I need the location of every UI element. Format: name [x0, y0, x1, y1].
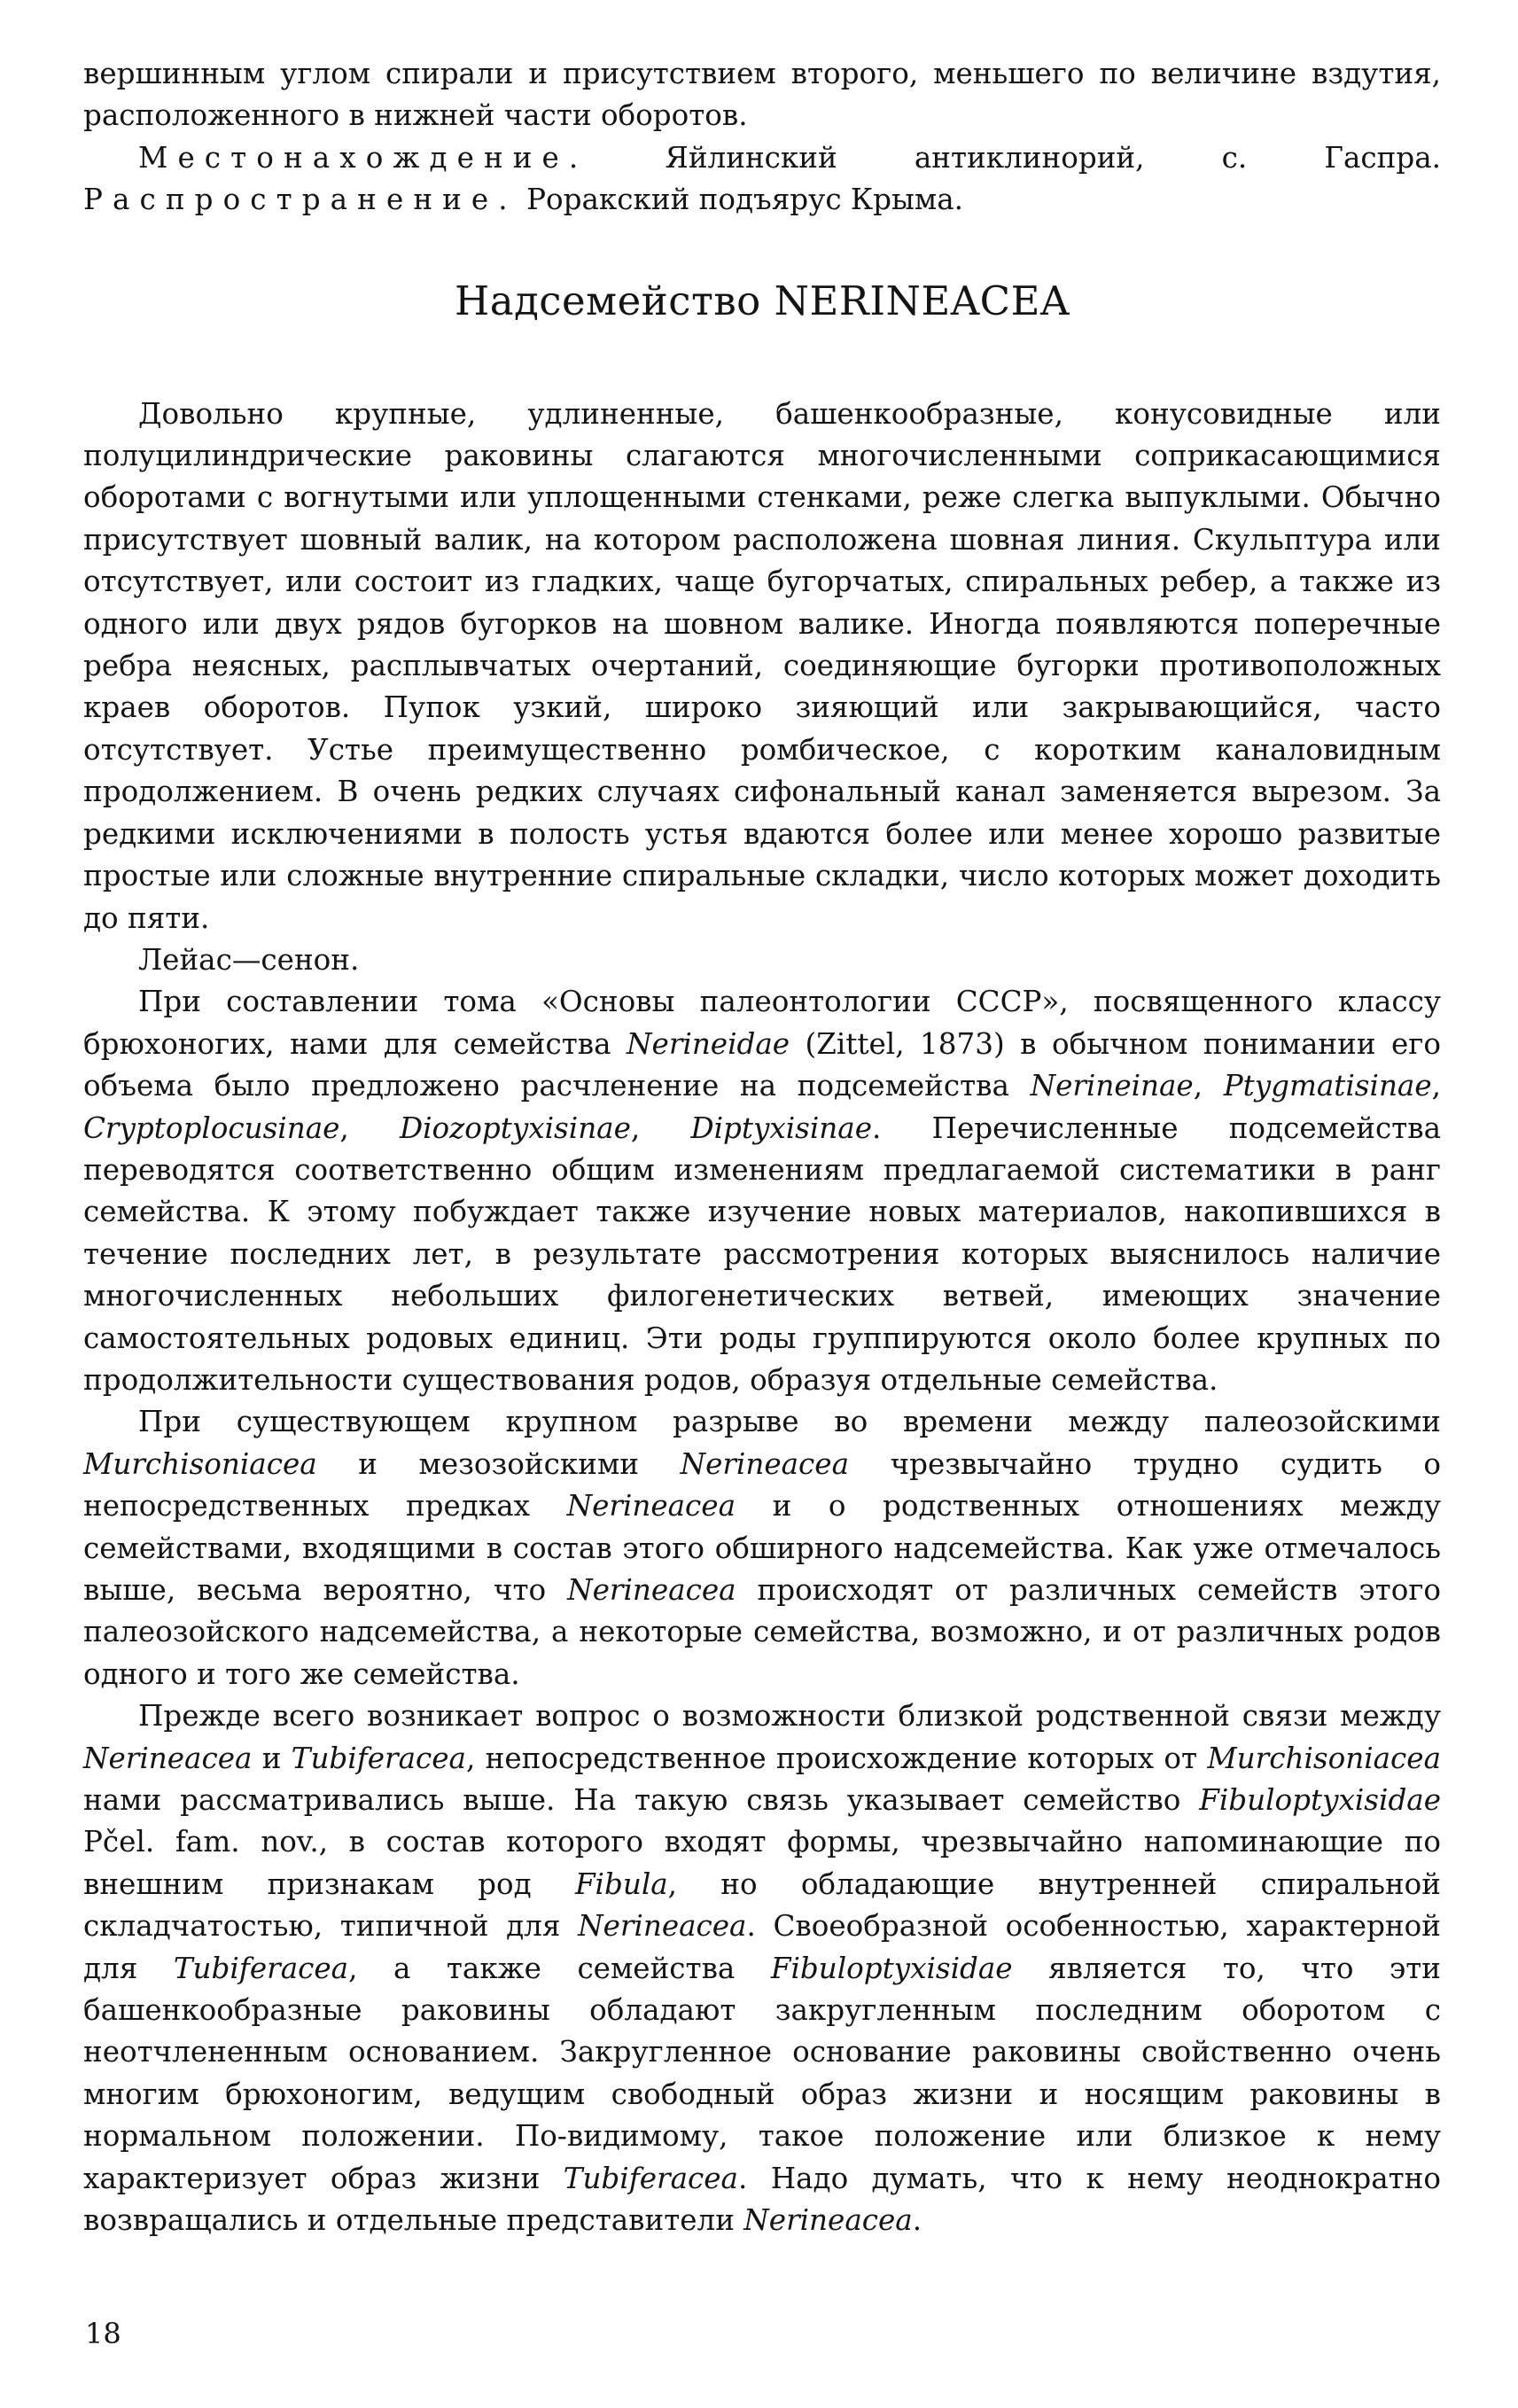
text-run: ,	[630, 1110, 691, 1145]
description-paragraph: Довольно крупные, удлиненные, башенкообразные, конусовидные или полуцилиндрические раковины слагаются многочисленными соприкасающимися оборотами с вогнутыми или уплощенными стенками, реже слегка выпуклыми. Обычно присутствует шовный валик, на котором расположена шовная линия. Скульптура или отсутствует, или состоит из гладких, чаще бугорчатых, спиральных ребер, а также из одного или двух рядов бугорков на шовном валике. Иногда появляются поперечные ребра неясных, расплывчатых очертаний, соединяющие бугорки противоположных краев оборотов. Пупок узкий, широко зияющий или закрывающийся, часто отсутствует. Устье преимущественно ромбическое, с коротким каналовидным продолжением. В очень редких случаях сифональный канал заменяется вырезом. За редкими исключениями в полость устья вдаются более или менее хорошо развитые простые или сложные внутренние спиральные складки, число которых может доходить до пяти.	[83, 396, 1441, 935]
text-run: . Надо думать, что к нему неоднократно возвращались и отдельные представители	[83, 2161, 1442, 2238]
taxon-name: Tubiferacea	[563, 2161, 738, 2195]
page-number: 18	[85, 2317, 121, 2350]
taxon-name: Fibuloptyxisidae	[1199, 1783, 1441, 1818]
text-run: чрезвычайно трудно судить о непосредственных предках	[83, 1446, 1441, 1524]
text-run: является то, что эти башенкообразные раковины обладают закругленным последним оборотом с неотчлененным основанием. Закругленное основание раковины свойственно очень многим брюхоногим, ведущим свободный образ жизни и носящим раковины в нормальном положении. По-видимому, такое положение или близкое к нему характеризует образ жизни	[83, 1951, 1441, 2195]
taxon-name: Tubiferacea	[173, 1951, 349, 1985]
text-run: , а также семейства	[348, 1951, 771, 1985]
locality-label: Местонахождение.	[138, 140, 588, 175]
text-run: При существующем крупном разрыве во времени между палеозойскими	[138, 1405, 1441, 1439]
text-run: При составлении тома «Основы палеонтологии СССР», посвященного классу брюхоногих, нами для семейства	[83, 985, 1441, 1061]
page-body	[83, 53, 1441, 2242]
locality-text: Яйлинский антиклинорий, с. Гаспра.	[588, 140, 1441, 175]
taxon-name: Tubiferacea	[291, 1741, 466, 1775]
text-run: , но обладающие внутренней спиральной складчатостью, типичной для	[83, 1866, 1441, 1944]
text-run: (Zittel, 1873) в обычном понимании его объема было предложено расчленение на подсемейства	[83, 1026, 1441, 1103]
taxon-name: Nerineacea	[567, 1573, 736, 1607]
age-line: Лейас—сенон.	[138, 942, 360, 977]
paragraph-2	[83, 1401, 1441, 1695]
text-run: и о родственных отношениях между семействами, входящими в состав этого обширного надсемейства. Как уже отмечалось выше, весьма вероятно, что	[83, 1489, 1441, 1607]
text-run: нами рассматривались выше. На такую связь указывает семейство	[83, 1783, 1200, 1818]
taxon-name: Nerineacea	[566, 1489, 736, 1524]
taxon-name: Murchisoniacea	[83, 1446, 317, 1481]
text-run: ,	[1431, 1069, 1441, 1103]
text-run: . Своеобразной особенностью, характерной для	[83, 1909, 1441, 1985]
text-run: и мезозойскими	[316, 1446, 681, 1481]
text-run: ,	[1193, 1069, 1224, 1103]
text-run: происходят от различных семейств этого палеозойского надсемейства, а некоторые семейства, возможно, и от различных родов одного и того же семейства.	[83, 1573, 1441, 1691]
taxon-name: Fibuloptyxisidae	[770, 1951, 1013, 1985]
range-label: Распространение.	[83, 183, 518, 217]
intro-line: вершинным углом спирали и присутствием второго, меньшего по величине вздутия, расположенного в нижней части оборотов.	[83, 57, 1441, 133]
text-run: .	[912, 2203, 922, 2238]
range-text: Роракский подъярус Крыма.	[517, 183, 964, 217]
text-run: ,	[339, 1110, 400, 1145]
taxon-name: Nerineacea	[578, 1909, 747, 1944]
taxon-name: Fibula	[574, 1866, 668, 1901]
paragraph-3	[83, 1695, 1441, 2241]
taxon-name: Nerineacea	[743, 2203, 913, 2238]
text-run: , непосредственное происхождение которых от	[466, 1741, 1208, 1775]
text-run: Pčel. fam. nov., в состав которого входят формы, чрезвычайно напоминающие по внешним признакам род	[83, 1825, 1441, 1901]
taxon-name: Nerineacea	[680, 1446, 849, 1481]
taxon-name: Ptygmatisinae	[1223, 1069, 1432, 1103]
paragraph-1	[83, 981, 1441, 1401]
taxon-name: Murchisoniacea	[1207, 1741, 1441, 1775]
text-run: и	[252, 1741, 292, 1775]
taxon-name: Nerineidae	[627, 1026, 790, 1061]
text-run: Прежде всего возникает вопрос о возможности близкой родственной связи между	[138, 1699, 1441, 1734]
section-heading: Надсемейство NERINEACEA	[455, 277, 1070, 324]
taxon-name: Nerineinae	[1030, 1069, 1194, 1103]
taxon-name: Diozoptyxisinae	[399, 1110, 631, 1145]
text-run: . Перечисленные подсемейства переводятся соответственно общим изменениям предлагаемой систематики в ранг семейства. К этому побуждает также изучение новых материалов, накопившихся в течение последних лет, в результате рассмотрения которых выяснилось наличие многочисленных небольших филогенетических ветвей, имеющих значение самостоятельных родовых единиц. Эти роды группируются около более крупных по продолжительности существования родов, образуя отдельные семейства.	[83, 1110, 1441, 1397]
taxon-name: Nerineacea	[83, 1741, 253, 1775]
taxon-name: Diptyxisinae	[690, 1110, 872, 1145]
taxon-name: Cryptoplocusinae	[83, 1110, 340, 1145]
locality-line	[83, 137, 1441, 222]
